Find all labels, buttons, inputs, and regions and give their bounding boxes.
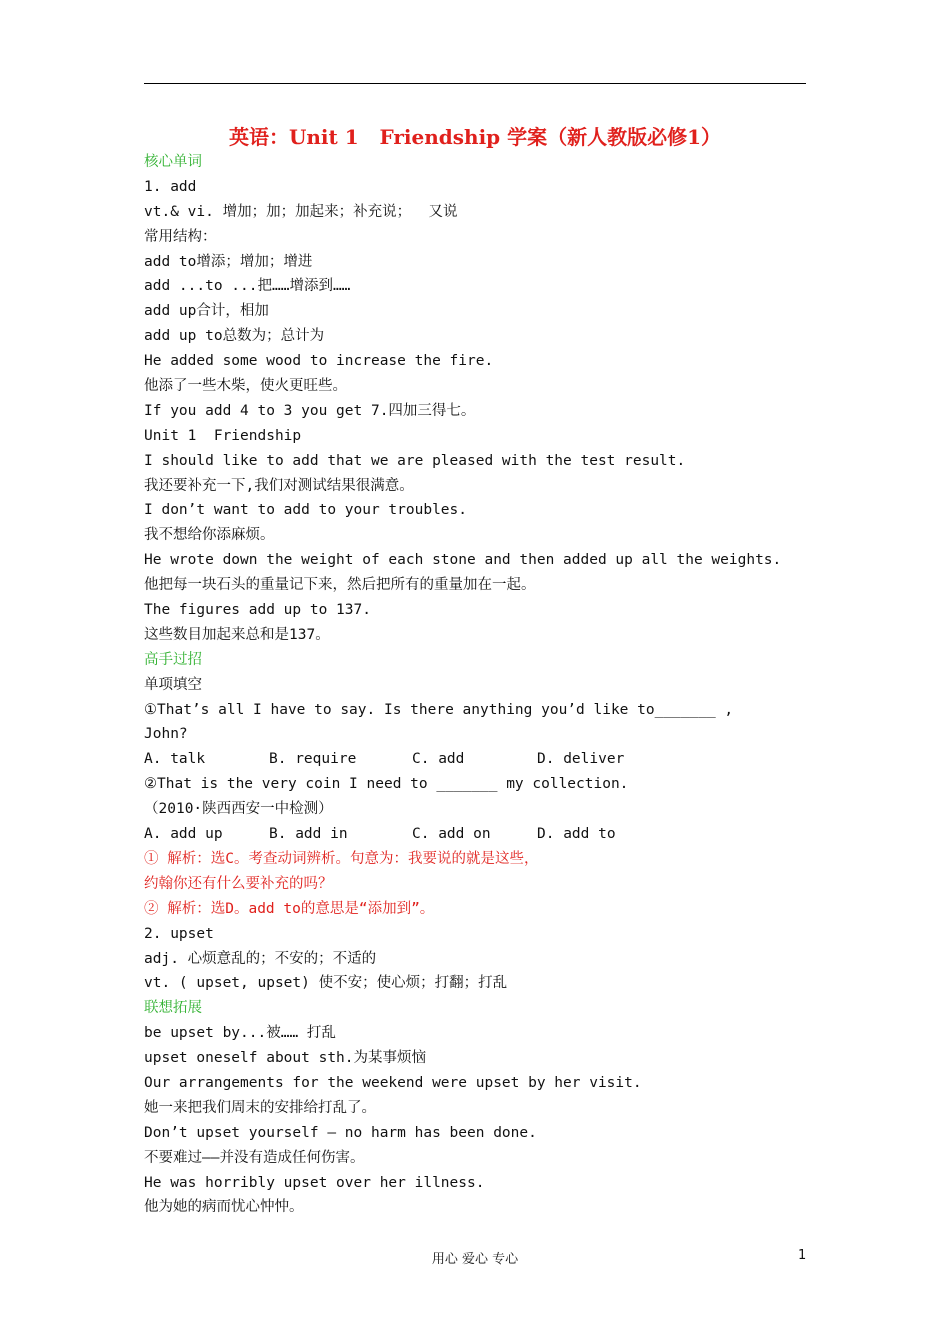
- text-line: 不要难过——并没有造成任何伤害。: [144, 1149, 365, 1166]
- option-d: D. add to: [537, 826, 616, 843]
- text-line: add up合计，相加: [144, 303, 269, 320]
- text-line: 他把每一块石头的重量记下来，然后把所有的重量加在一起。: [144, 577, 536, 594]
- option-b: B. add in: [269, 826, 348, 843]
- answer-explanation: 约翰你还有什么要补充的吗？: [144, 875, 333, 892]
- header-rule: [144, 83, 806, 84]
- text-line: He was horribly upset over her illness.: [144, 1174, 485, 1191]
- text-line: Unit 1 Friendship: [144, 427, 302, 444]
- answer-explanation: ① 解析：选C。考查动词辨析。句意为：我要说的就是这些，: [144, 850, 539, 867]
- text-line: Our arrangements for the weekend were upset by her visit.: [144, 1074, 642, 1091]
- text-line: 她一来把我们周末的安排给打乱了。: [144, 1099, 376, 1116]
- text-line: add up to总数为；总计为: [144, 328, 325, 345]
- text-line: 这些数目加起来总和是137。: [144, 626, 330, 643]
- text-line: If you add 4 to 3 you get 7.四加三得七。: [144, 402, 476, 419]
- text-line: 常用结构：: [144, 228, 217, 245]
- option-a: A. add up: [144, 826, 223, 843]
- text-line: （2010·陕西西安一中检测）: [144, 801, 333, 818]
- answer-options: [144, 822, 824, 847]
- text-line: ②That is the very coin I need to _______ my collection.: [144, 776, 629, 793]
- text-line: Don’t upset yourself — no harm has been done.: [144, 1124, 537, 1141]
- answer-options: [144, 747, 824, 772]
- text-line: ①That’s all I have to say. Is there anything you’d like to_______ ,: [144, 701, 734, 718]
- text-line: I should like to add that we are pleased with the test result.: [144, 452, 686, 469]
- text-line: 他为她的病而忧心忡忡。: [144, 1199, 304, 1216]
- text-line: 1. add: [144, 178, 197, 195]
- option-c: C. add on: [412, 826, 491, 843]
- section-heading: 联想拓展: [144, 1000, 202, 1017]
- text-line: adj. 心烦意乱的；不安的；不适的: [144, 950, 377, 967]
- text-line: He added some wood to increase the fire.: [144, 353, 494, 370]
- answer-explanation: ② 解析：选D。add to的意思是“添加到”。: [144, 900, 435, 917]
- text-line: add ...to ...把……增添到……: [144, 278, 351, 295]
- text-line: 他添了一些木柴，使火更旺些。: [144, 378, 347, 395]
- option-c: C. add: [412, 751, 465, 768]
- page-title: 英语：Unit 1 Friendship 学案（新人教版必修1）: [228, 125, 722, 149]
- text-line: John?: [144, 726, 188, 743]
- section-heading: 核心单词: [144, 154, 202, 170]
- option-b: B. require: [269, 751, 357, 768]
- text-line: The figures add up to 137.: [144, 602, 371, 619]
- text-line: 我还要补充一下,我们对测试结果很满意。: [144, 477, 414, 494]
- text-line: be upset by...被…… 打乱: [144, 1025, 336, 1042]
- document-body: [144, 150, 824, 1220]
- text-line: 我不想给你添麻烦。: [144, 527, 275, 544]
- text-line: upset oneself about sth.为某事烦恼: [144, 1050, 427, 1067]
- option-a: A. talk: [144, 751, 206, 768]
- text-line: 2. upset: [144, 925, 214, 942]
- option-d: D. deliver: [537, 751, 625, 768]
- section-heading: 高手过招: [144, 651, 202, 668]
- text-line: He wrote down the weight of each stone and then added up all the weights.: [144, 552, 782, 569]
- text-line: vt. ( upset, upset) 使不安；使心烦；打翻；打乱: [144, 975, 508, 992]
- text-line: vt.& vi. 增加；加；加起来；补充说； 又说: [144, 203, 458, 220]
- text-line: add to增添；增加；增进: [144, 253, 313, 270]
- page-number: 1: [798, 1248, 807, 1263]
- page-footer: 用心 爱心 专心: [431, 1252, 519, 1267]
- text-line: 单项填空: [144, 676, 202, 693]
- text-line: I don’t want to add to your troubles.: [144, 502, 468, 519]
